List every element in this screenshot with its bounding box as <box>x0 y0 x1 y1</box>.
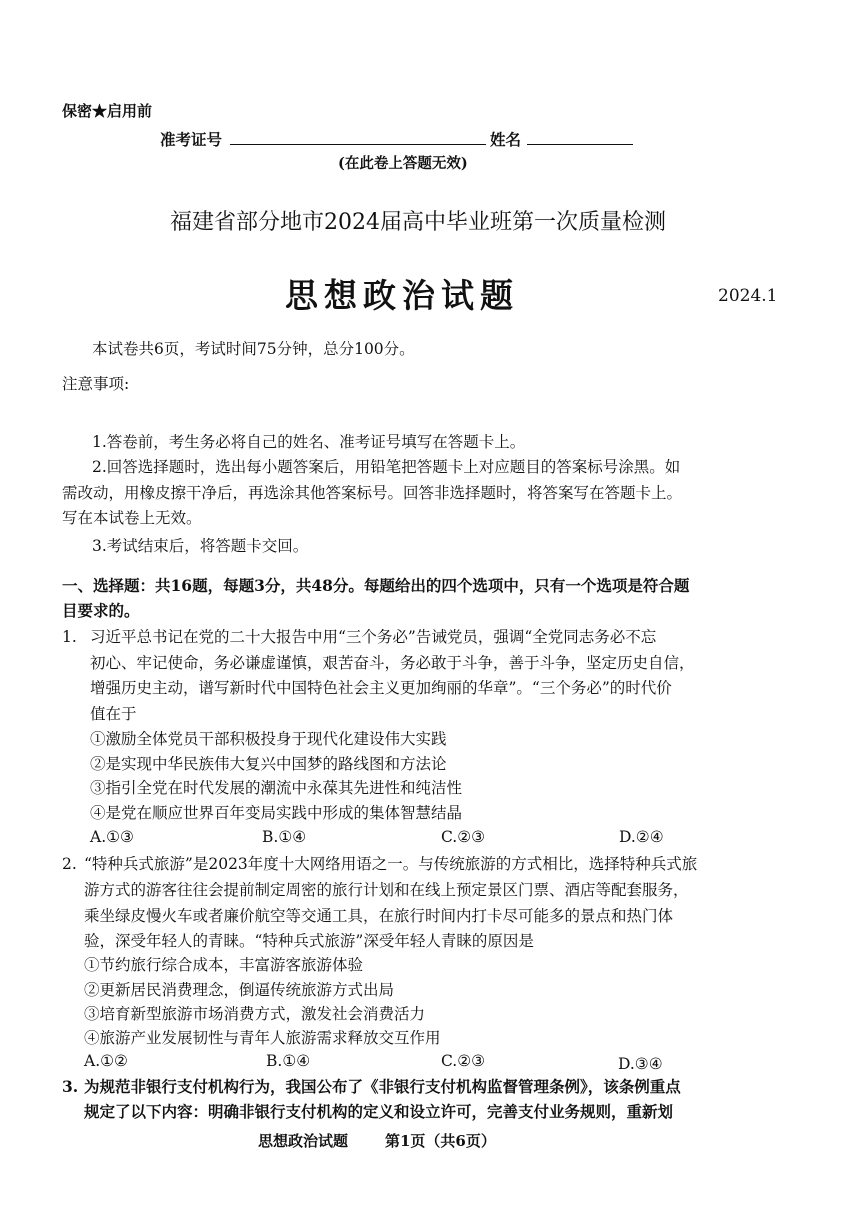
statement: ②更新居民消费理念，倒逼传统旅游方式出局 <box>84 981 395 999</box>
option-c: C.②③ <box>441 1052 486 1070</box>
option-c: C.②③ <box>441 828 486 846</box>
question-number: 2. <box>62 855 77 873</box>
question-stem: 为规范非银行支付机构行为，我国公布了《非银行支付机构监督管理条例》，该条例重点 <box>84 1077 681 1096</box>
exam-id-label: 准考证号 <box>160 130 223 149</box>
section-heading: 一、选择题：共16题，每题3分，共48分。每题给出的四个选项中，只有一个选项是符合题 <box>62 576 690 595</box>
note-line: 3.考试结束后，将答题卡交回。 <box>92 537 309 555</box>
question-number: 1. <box>62 628 77 646</box>
question-stem: 习近平总书记在党的二十大报告中用“三个务必”告诫党员，强调“全党同志务必不忘 <box>90 628 657 646</box>
note-line: 1.答卷前，考生务必将自己的姓名、准考证号填写在答题卡上。 <box>92 433 526 451</box>
confidential-label: 保密★启用前 <box>62 102 153 120</box>
name-blank[interactable] <box>527 128 633 145</box>
statement: ③指引全党在时代发展的潮流中永葆其先进性和纯洁性 <box>90 779 463 797</box>
statement: ③培育新型旅游市场消费方式，激发社会消费活力 <box>84 1005 426 1023</box>
question-stem: 验，深受年轻人的青睐。“特种兵式旅游”深受年轻人青睐的原因是 <box>84 932 534 950</box>
question-stem: 游方式的游客往往会提前制定周密的旅行计划和在线上预定景区门票、酒店等配套服务， <box>84 881 689 899</box>
footer-subject: 思想政治试题 <box>258 1132 349 1150</box>
statement: ④是党在顺应世界百年变局实践中形成的集体智慧结晶 <box>90 804 463 822</box>
note-line: 2.回答选择题时，选出每小题答案后，用铅笔把答题卡上对应题目的答案标号涂黑。如 <box>92 458 681 476</box>
note-line: 写在本试卷上无效。 <box>62 509 202 527</box>
exam-id-blank[interactable] <box>230 128 486 145</box>
intro-text: 本试卷共6页，考试时间75分钟，总分100分。 <box>92 340 415 358</box>
option-d: D.③④ <box>618 1055 663 1073</box>
question-stem: 增强历史主动，谱写新时代中国特色社会主义更加绚丽的华章”。“三个务必”的时代价 <box>90 679 672 697</box>
note-line: 需改动，用橡皮擦干净后，再选涂其他答案标号。回答非选择题时，将答案写在答题卡上。 <box>62 484 683 502</box>
option-d: D.②④ <box>619 828 664 846</box>
section-heading: 目要求的。 <box>62 601 140 620</box>
statement: ①节约旅行综合成本，丰富游客旅游体验 <box>84 956 364 974</box>
question-stem: 乘坐绿皮慢火车或者廉价航空等交通工具，在旅行时间内打卡尽可能多的景点和热门体 <box>84 907 674 925</box>
question-stem: “特种兵式旅游”是2023年度十大网络用语之一。与传统旅游的方式相比，选择特种兵式旅 <box>84 855 698 873</box>
invalid-note: (在此卷上答题无效) <box>338 155 468 172</box>
question-stem: 规定了以下内容：明确非银行支付机构的定义和设立许可，完善支付业务规则，重新划 <box>84 1102 674 1121</box>
statement: ①激励全体党员干部积极投身于现代化建设伟大实践 <box>90 730 447 748</box>
footer-page-number: 第1页（共6页） <box>385 1132 496 1150</box>
name-label: 姓名 <box>490 130 522 149</box>
question-stem: 初心、牢记使命，务必谦虚谨慎，艰苦奋斗，务必敢于斗争，善于斗争，坚定历史自信， <box>90 654 695 672</box>
option-a: A.①② <box>84 1052 128 1070</box>
option-b: B.①④ <box>266 1052 311 1070</box>
question-number: 3. <box>62 1077 79 1096</box>
option-b: B.①④ <box>262 828 307 846</box>
option-a: A.①③ <box>90 828 134 846</box>
statement: ②是实现中华民族伟大复兴中国梦的路线图和方法论 <box>90 755 447 773</box>
question-stem: 值在于 <box>90 705 137 723</box>
exam-date: 2024.1 <box>718 286 778 306</box>
subject-title: 思想政治试题 <box>285 276 519 315</box>
statement: ④旅游产业发展韧性与青年人旅游需求释放交互作用 <box>84 1029 441 1047</box>
notes-heading: 注意事项: <box>62 375 130 393</box>
exam-title: 福建省部分地市2024届高中毕业班第一次质量检测 <box>170 210 666 235</box>
